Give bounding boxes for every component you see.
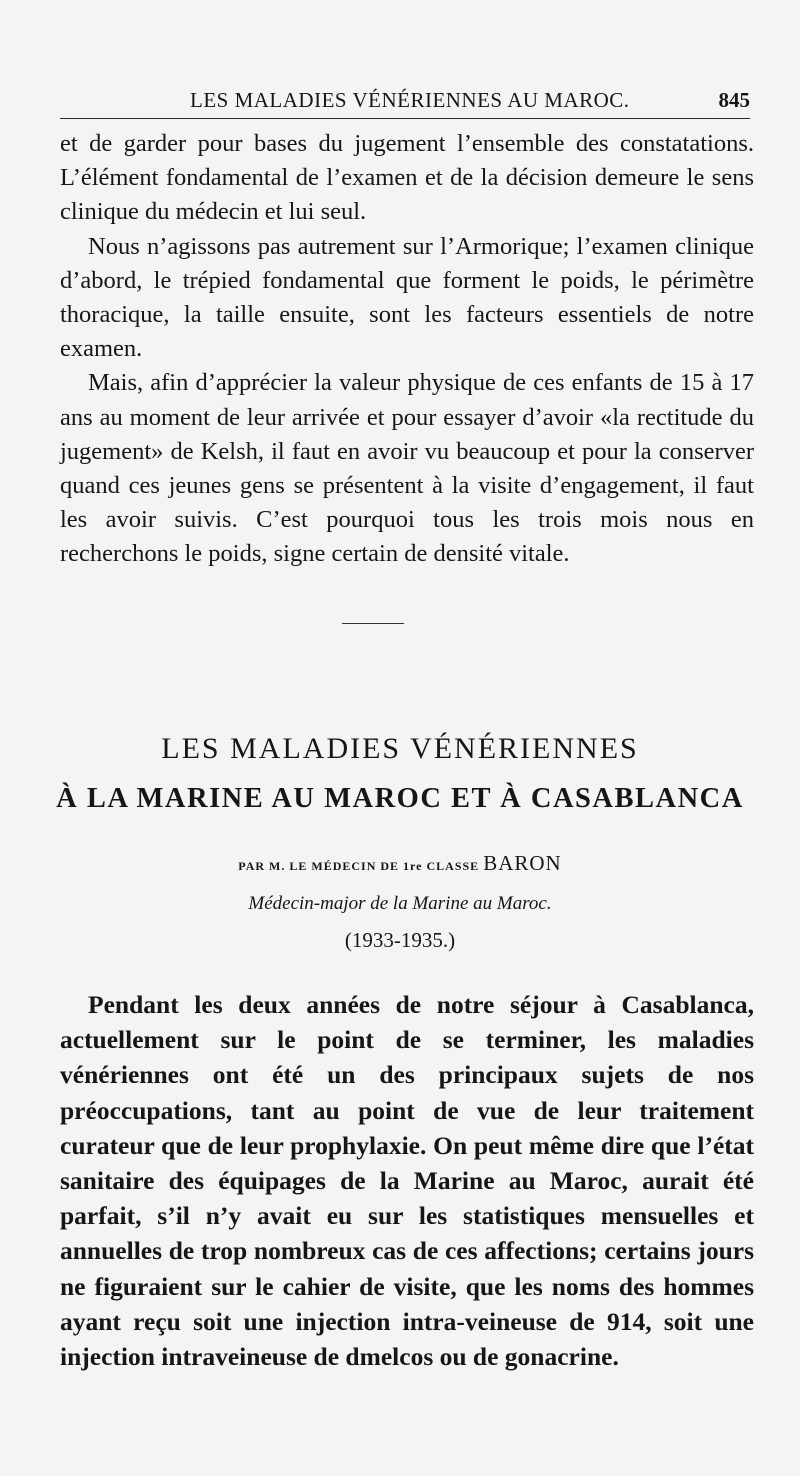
author-name: BARON: [483, 851, 562, 875]
paragraph: Mais, afin d’apprécier la valeur physique de ces enfants de 15 à 17 ans au moment de leur arrivée et pour essayer d’avoir «la rectitude du jugement» de Kelsh, il faut en avoir vu beaucoup et pour la conserver quand ces jeunes gens se présentent à la visite d’engagement, il faut les avoir suivis. C’est pourquoi tous les trois mois nous en recherchons le poids, signe certain de densité vitale.: [60, 369, 754, 568]
article-subtitle: À LA MARINE AU MAROC ET À CASABLANCA: [56, 783, 744, 814]
running-head: [60, 88, 750, 119]
section-divider: [342, 623, 404, 624]
byline: [0, 851, 800, 876]
running-head-title: LES MALADIES VÉNÉRIENNES AU MAROC.: [190, 88, 630, 112]
previous-article-text: [60, 127, 754, 572]
article-body: [60, 987, 754, 1374]
author-affiliation: Médecin-major de la Marine au Maroc.: [248, 893, 552, 914]
article-dates: (1933-1935.): [344, 928, 456, 952]
paragraph: Nous n’agissons pas autrement sur l’Armorique; l’examen clinique d’abord, le trépied fondamental que forment le poids, le périmètre thoracique, la taille ensuite, sont les facteurs essentiels de notre examen.: [60, 232, 754, 363]
paragraph: et de garder pour bases du jugement l’ensemble des constatations. L’élément fondamental de l’examen et de la décision demeure le sens clinique du médecin et lui seul.: [60, 130, 754, 226]
byline-prefix: PAR M. LE MÉDECIN DE 1re CLASSE: [238, 859, 480, 873]
paragraph: Pendant les deux années de notre séjour à Casablanca, actuellement sur le point de se terminer, les maladies vénériennes ont été un des principaux sujets de nos préoccupations, tant au point de vue de leur traitement curateur que de leur prophylaxie. On peut même dire que l’état sanitaire des équipages de la Marine au Maroc, aurait été parfait, s’il n’y avait eu sur les statistiques mensuelles et annuelles de trop nombreux cas de ces affections; certains jours ne figuraient sur le cahier de visite, que les noms des hommes ayant reçu soit une injection intra-veineuse de 914, soit une injection intraveineuse de dmelcos ou de gonacrine.: [60, 990, 754, 1372]
article-title: LES MALADIES VÉNÉRIENNES: [161, 732, 639, 765]
page-number: 845: [718, 88, 750, 112]
